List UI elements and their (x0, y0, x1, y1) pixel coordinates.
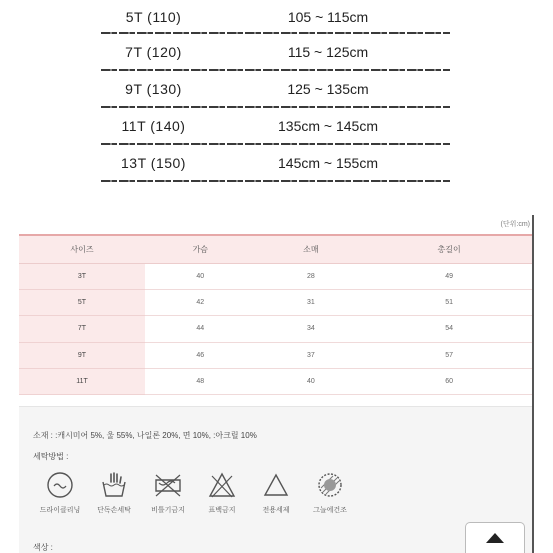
wash-item-label: 단독손세탁 (97, 507, 131, 514)
sleeve-cell: 37 (256, 342, 367, 368)
wash-item (87, 470, 141, 515)
product-info-panel (19, 406, 532, 553)
chest-cell: 46 (145, 342, 256, 368)
arrow-up-icon (486, 533, 504, 543)
size-cell: 13T (150) (121, 154, 186, 171)
size-cell: 9T (130) (125, 80, 182, 97)
wash-title: 세탁방법 : (33, 452, 69, 461)
chest-cell: 42 (145, 289, 256, 315)
size-cell: 7T (120) (125, 43, 182, 60)
chest-cell: 40 (145, 263, 256, 289)
header-sleeve: 소매 (256, 235, 367, 263)
wash-item-label: 그늘에건조 (313, 507, 347, 514)
wash-item (141, 470, 195, 515)
height-cell: 145cm ~ 155cm (278, 154, 378, 171)
height-cell: 115 ~ 125cm (287, 43, 369, 60)
no-bleach-icon (207, 470, 237, 500)
length-cell: 54 (366, 316, 532, 342)
wash-item (33, 470, 87, 515)
sleeve-cell: 34 (256, 316, 367, 342)
sleeve-cell: 31 (256, 289, 367, 315)
wash-item-label: 전용세제 (262, 507, 290, 514)
size-cell: 7T (19, 316, 145, 342)
size-row (101, 107, 450, 144)
height-cell: 135cm ~ 145cm (278, 117, 378, 134)
wash-item-label: 표백금지 (208, 507, 236, 514)
color-label: 색상 : (33, 543, 53, 552)
scroll-to-top-button[interactable] (465, 522, 525, 553)
size-cell: 9T (19, 342, 145, 368)
header-size: 사이즈 (19, 235, 145, 263)
wash-item (195, 470, 249, 515)
material-text: 소재 : :캐시미어 5%, 울 55%, 나일론 20%, 면 10%, :아크릴 10% (33, 431, 257, 440)
wash-item-label: 드라이클리닝 (39, 507, 81, 514)
measurement-table (19, 234, 532, 395)
table-row (19, 316, 532, 342)
length-cell: 49 (366, 263, 532, 289)
row-divider (101, 180, 450, 182)
length-cell: 60 (366, 369, 532, 395)
size-row (101, 33, 450, 70)
table-row (19, 263, 532, 289)
wash-icons (33, 470, 357, 515)
dry-clean-icon (45, 470, 75, 500)
size-cell: 3T (19, 263, 145, 289)
wash-item-label: 비틀기금지 (151, 507, 185, 514)
height-cell: 125 ~ 135cm (287, 80, 369, 97)
size-cell: 11T (19, 369, 145, 395)
wash-item (249, 470, 303, 515)
length-cell: 51 (366, 289, 532, 315)
shade-dry-icon (315, 470, 345, 500)
kids-size-table (101, 0, 450, 181)
hand-wash-icon (99, 470, 129, 500)
sleeve-cell: 40 (256, 369, 367, 395)
scrollbar-edge (532, 215, 534, 553)
sleeve-cell: 28 (256, 263, 367, 289)
table-row (19, 369, 532, 395)
table-row (19, 289, 532, 315)
unit-note: (단위:cm) (500, 221, 530, 228)
no-machine-wash-icon (153, 470, 183, 500)
chest-cell: 44 (145, 316, 256, 342)
size-row (101, 70, 450, 107)
wash-item (303, 470, 357, 515)
size-row (101, 0, 450, 33)
size-cell: 5T (110) (125, 8, 182, 25)
height-cell: 105 ~ 115cm (287, 8, 369, 25)
neutral-detergent-icon (261, 470, 291, 500)
size-row (101, 144, 450, 181)
table-header-row (19, 235, 532, 263)
table-row (19, 342, 532, 368)
header-length: 총길이 (366, 235, 532, 263)
size-cell: 11T (140) (121, 117, 186, 134)
header-chest: 가슴 (145, 235, 256, 263)
length-cell: 57 (366, 342, 532, 368)
size-cell: 5T (19, 289, 145, 315)
chest-cell: 48 (145, 369, 256, 395)
